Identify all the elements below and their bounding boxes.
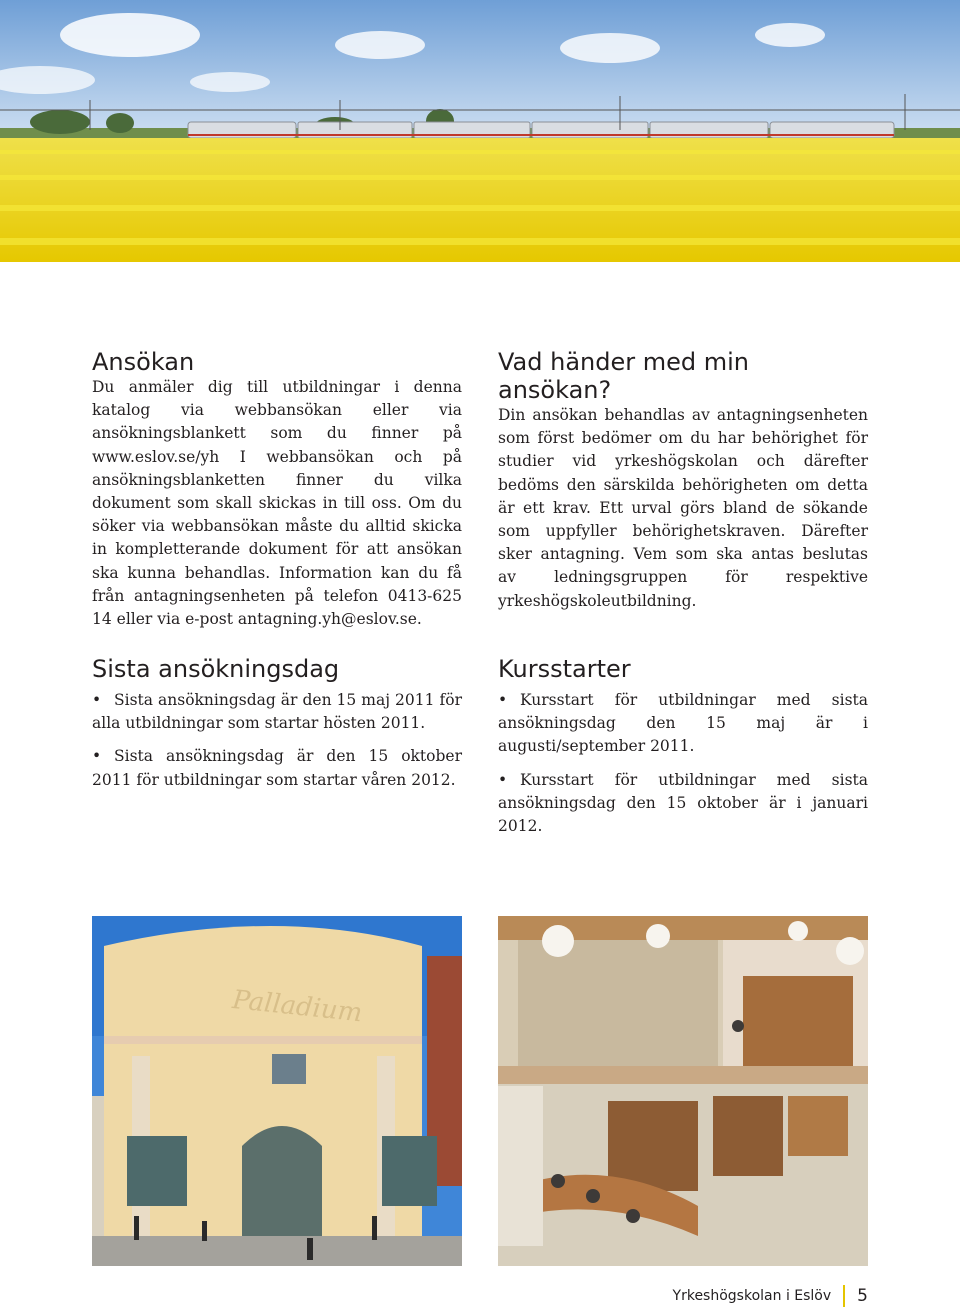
section-vad-hander bbox=[498, 348, 868, 613]
bullet-icon: • bbox=[92, 747, 102, 766]
list-item bbox=[92, 745, 462, 791]
list-item bbox=[498, 689, 868, 759]
paragraph-ansokan: Du anmäler dig till utbildningar i denna katalog via webbansökan eller via ansökningsblankett som du finner på www.eslov.se/yh I webbansökan och på ansökningsblanketten finner du vilka dokument som skall skickas in till oss. Om du söker via webbansökan måste du alltid skicka in kompletterande dokument för att ansökan ska kunna behandlas. Information kan du få från antagningsenheten på telefon 0413-625 14 eller via e-post antagning.yh@eslov.se. bbox=[92, 378, 462, 629]
heading-sista-ansokningsdag: Sista ansökningsdag bbox=[92, 655, 340, 683]
photo-palladium-building bbox=[92, 916, 462, 1266]
hero-photo-train-rapeseed-field bbox=[0, 0, 960, 262]
paragraph-vad-hander: Din ansökan behandlas av antagningsenheten som först bedömer om du har behörighet för studier vid yrkeshögskolan och därefter bedöms den särskilda behörigheten om detta är ett krav. Ett urval görs bland de sökande som uppfyller behörighetskraven. Därefter sker antagning. Vem som ska antas beslutas av ledningsgruppen för respektive yrkeshögskoleutbildning. bbox=[498, 406, 868, 610]
section-ansokan bbox=[92, 348, 462, 631]
section-sista-ansokningsdag bbox=[92, 655, 462, 802]
heading-kursstarter: Kursstarter bbox=[498, 655, 631, 683]
list-item-text: Kursstart för utbildningar med sista ansökningsdag den 15 maj är i augusti/september 2011. bbox=[498, 691, 868, 756]
list-item bbox=[92, 689, 462, 735]
heading-ansokan: Ansökan bbox=[92, 348, 195, 376]
palladium-sign-text: Palladium bbox=[230, 984, 364, 1029]
list-kursstarter bbox=[498, 689, 868, 838]
bullet-icon: • bbox=[498, 770, 508, 789]
page-footer bbox=[673, 1284, 868, 1308]
photo-library-interior bbox=[498, 916, 868, 1266]
list-item-text: Kursstart för utbildningar med sista ansökningsdag den 15 oktober är i januari 2012. bbox=[498, 770, 868, 836]
bullet-icon: • bbox=[92, 691, 102, 709]
footer-label: Yrkeshögskolan i Eslöv bbox=[672, 1288, 832, 1304]
heading-vad-hander: Vad händer med min ansökan? bbox=[498, 348, 750, 404]
page-number: 5 bbox=[857, 1286, 868, 1306]
section-kursstarter bbox=[498, 655, 868, 848]
list-item bbox=[498, 769, 868, 839]
list-item-text: Sista ansökningsdag är den 15 oktober 2011 för utbildningar som startar våren 2012. bbox=[92, 747, 462, 789]
footer-divider bbox=[843, 1285, 845, 1307]
list-item-text: Sista ansökningsdag är den 15 maj 2011 för alla utbildningar som startar hösten 2011. bbox=[92, 691, 462, 733]
list-sista-ansokningsdag bbox=[92, 689, 462, 792]
bullet-icon: • bbox=[498, 691, 508, 709]
